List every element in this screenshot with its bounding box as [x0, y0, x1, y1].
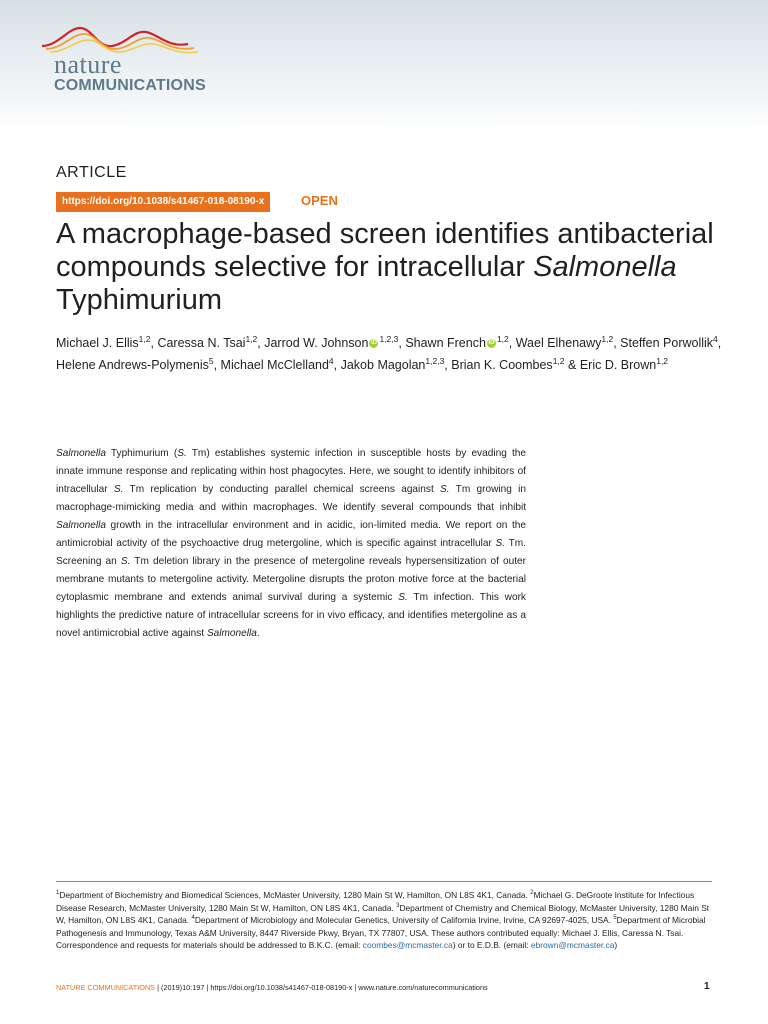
affiliation-entry: Department of Microbial Pathogenesis and Immunology, Texas A&M University, 8447 Riverside Pkwy, Bryan, TX 77807, USA. These authors contributed equally: Michael J. Ellis, Caressa N. Tsai. Correspondence and requests for materials should be addressed to B.K.C. (email:	[56, 915, 706, 951]
author-separator: ,	[213, 357, 221, 372]
abstract-italic-text: Salmonella	[56, 520, 106, 532]
author-separator: ,	[444, 357, 452, 372]
author[interactable]	[405, 333, 509, 350]
title-text-end: Typhimurium	[56, 284, 222, 316]
abstract-italic-text: S.	[495, 538, 506, 550]
author-name[interactable]: Shawn French	[405, 336, 486, 350]
author-separator: ,	[333, 357, 341, 372]
abstract-italic-text: Salmonella	[56, 448, 106, 459]
affiliation-number: 1	[56, 890, 60, 897]
author-separator: ,	[717, 336, 722, 350]
email-link-coombes[interactable]: coombes@mcmaster.ca	[362, 940, 453, 951]
journal-header	[0, 0, 768, 128]
author[interactable]	[264, 333, 399, 350]
abstract-text: Tm) establishes systemic infection in susceptible hosts by evading the innate immune response and replicating within host phagocytes. Here, we sought to identify inhibitors of intracellular	[56, 448, 526, 496]
affiliation-number: 2	[530, 890, 534, 897]
footnote-divider	[56, 881, 712, 882]
open-access-label: OPEN	[301, 193, 338, 208]
author-separator: ,	[150, 336, 158, 350]
author-separator: &	[564, 357, 580, 372]
author[interactable]	[56, 333, 151, 350]
logo-nature-text: nature	[54, 50, 122, 79]
affiliation-entry: Michael G. DeGroote Institute for Infectious Disease Research, McMaster University, 1280 Main St W, Hamilton, ON L8S 4K1, Canada.	[56, 890, 695, 913]
author[interactable]	[56, 355, 214, 372]
affiliations	[56, 889, 712, 952]
author[interactable]	[157, 333, 258, 350]
title-italic-text: Salmonella	[533, 251, 677, 283]
abstract	[56, 445, 526, 644]
title-text: A macrophage-based screen identifies antibacterial compounds selective for intracellular	[56, 218, 714, 283]
author-name[interactable]: Jakob Magolan	[340, 357, 426, 372]
footer-citation: | (2019)10:197 | https://doi.org/10.1038/s41467-018-08190-x | www.nature.com/naturecommunications	[155, 983, 488, 992]
abstract-text: Tm infection. This work highlights the predictive nature of intracellular screens for in vivo efficacy, and identifies metergoline as a novel antimicrobial active against	[56, 592, 526, 640]
author-name[interactable]: Brian K. Coombes	[451, 357, 553, 372]
author-separator: ,	[398, 336, 406, 350]
article-title	[56, 218, 736, 317]
affiliation-number: 5	[613, 915, 617, 922]
author-affiliation-marker: 1,2	[656, 355, 669, 366]
email-link-brown[interactable]: ebrown@mcmaster.ca	[530, 940, 615, 951]
abstract-text: .	[256, 628, 260, 640]
author-affiliation-marker: 1,2,3	[425, 355, 445, 366]
orcid-icon[interactable]: iD	[488, 340, 495, 347]
author[interactable]	[579, 355, 669, 372]
abstract-italic-text: Salmonella	[206, 628, 257, 640]
affiliation-entry: Department of Microbiology and Molecular Genetics, University of California Irvine, Irvine, CA 92697-4025, USA.	[194, 915, 614, 926]
abstract-italic-text: S.	[398, 592, 408, 604]
author-list	[56, 333, 736, 376]
author-name[interactable]: Eric D. Brown	[579, 357, 657, 372]
author-name[interactable]: Michael J. Ellis	[56, 336, 139, 350]
author-separator: ,	[257, 336, 265, 350]
journal-logo[interactable]	[38, 22, 238, 100]
author-affiliation-marker: 5	[208, 355, 214, 366]
author[interactable]	[451, 355, 565, 372]
affiliation-number: 3	[396, 902, 400, 909]
orcid-icon[interactable]: iD	[370, 340, 377, 347]
author-affiliation-marker: 1,2	[496, 333, 509, 344]
author-affiliation-marker: 1,2	[138, 333, 151, 344]
footer-journal-name[interactable]: NATURE COMMUNICATIONS	[56, 983, 156, 992]
article-type-label: ARTICLE	[56, 164, 127, 181]
author-affiliation-marker: 1,2	[601, 333, 614, 344]
abstract-text: Tm replication by conducting parallel chemical screens against	[123, 484, 441, 496]
author-name[interactable]: Steffen Porwollik	[620, 336, 714, 350]
author-name[interactable]: Caressa N. Tsai	[157, 336, 246, 350]
author-affiliation-marker: 4	[713, 333, 718, 344]
abstract-text: Tm deletion library in the presence of metergoline reveals hypersensitization of outer membrane mutants to metergoline activity. Metergoline disrupts the proton motive force at the bacterial cytoplasmic membrane and extends animal survival during a systemic	[56, 556, 526, 604]
logo-communications-text: COMMUNICATIONS	[54, 77, 206, 94]
abstract-text: growth in the intracellular environment and in acidic, ion-limited media. We report on the antimicrobial activity of the psychoactive drug metergoline, which is specific against intracellular	[56, 520, 526, 550]
author-name[interactable]: Wael Elhenawy	[515, 336, 602, 350]
affiliation-text-end: )	[614, 940, 618, 951]
abstract-text: Typhimurium (	[105, 448, 178, 459]
affiliation-text-mid: ) or to E.D.B. (email:	[452, 940, 531, 951]
author-name[interactable]: Michael McClelland	[220, 357, 329, 372]
author-separator: ,	[613, 336, 621, 350]
abstract-text: Tm. Screening an	[56, 538, 526, 568]
author-name[interactable]: Jarrod W. Johnson	[264, 336, 369, 350]
page-number: 1	[704, 981, 710, 992]
abstract-text: Tm growing in macrophage-mimicking media and within macrophages. We identify several compounds that inhibit	[56, 484, 526, 514]
author-name[interactable]: Helene Andrews-Polymenis	[56, 357, 209, 372]
author[interactable]	[620, 333, 718, 350]
affiliation-entry: Department of Chemistry and Chemical Biology, McMaster University, 1280 Main St W, Hamilton, ON L8S 4K1, Canada.	[56, 902, 710, 926]
abstract-italic-text: S.	[120, 556, 131, 568]
author-affiliation-marker: 1,2,3	[379, 333, 399, 344]
author-affiliation-marker: 1,2	[552, 355, 565, 366]
abstract-italic-text: S.	[177, 448, 187, 459]
doi-link[interactable]: https://doi.org/10.1038/s41467-018-08190-x	[56, 192, 270, 212]
author[interactable]	[515, 333, 614, 350]
affiliation-number: 4	[191, 915, 195, 922]
author-affiliation-marker: 4	[328, 355, 334, 366]
author[interactable]	[220, 355, 334, 372]
author[interactable]	[340, 355, 445, 372]
author-separator: ,	[508, 336, 516, 350]
abstract-italic-text: S.	[440, 484, 450, 496]
page-footer	[56, 983, 488, 992]
abstract-italic-text: S.	[113, 484, 124, 496]
author-affiliation-marker: 1,2	[245, 333, 258, 344]
affiliation-entry: Department of Biochemistry and Biomedical Sciences, McMaster University, 1280 Main St W, Hamilton, ON L8S 4K1, Canada.	[59, 890, 531, 900]
